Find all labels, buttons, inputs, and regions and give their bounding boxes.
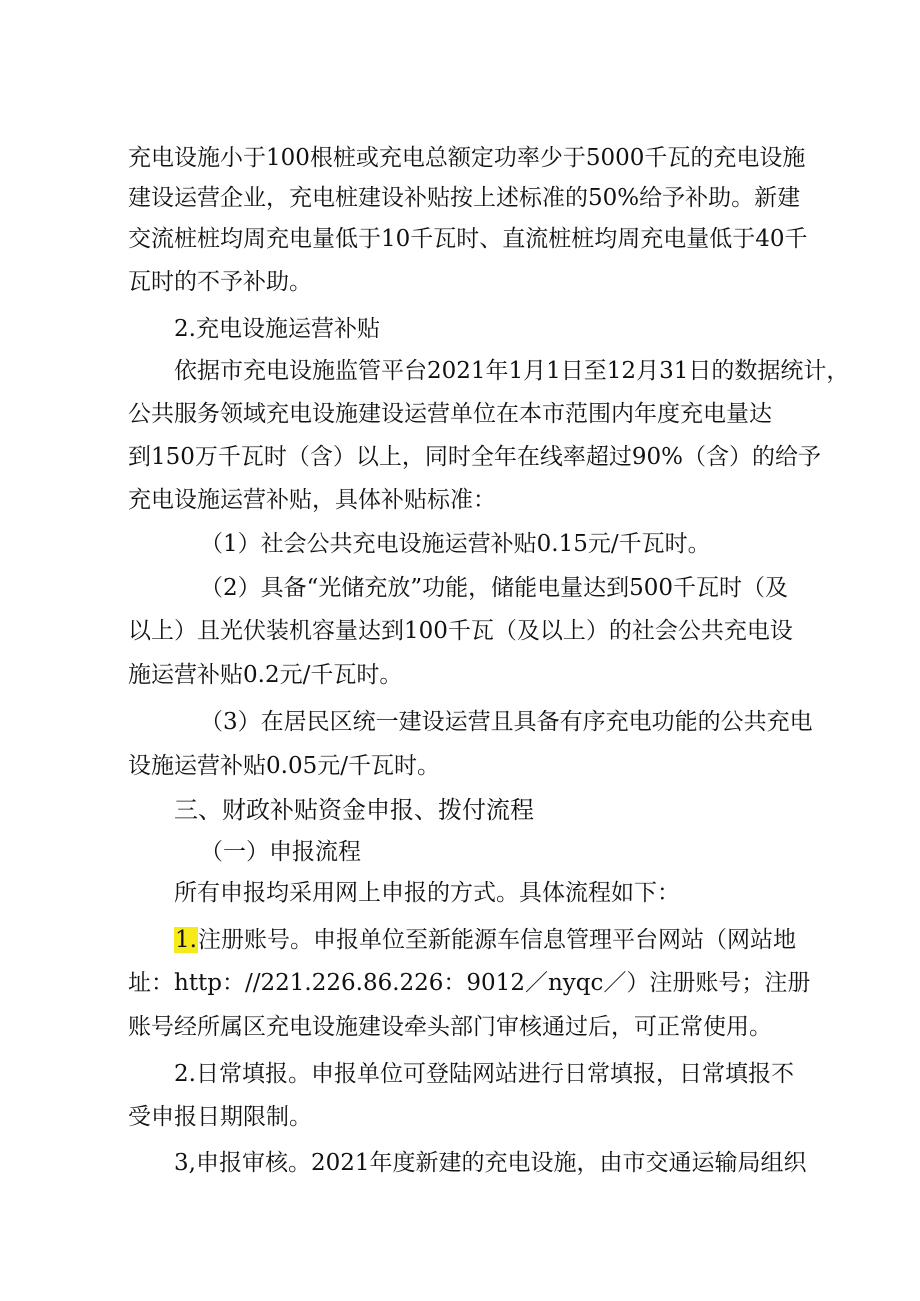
list-item: （1）社会公共充电设施运营补贴0.15元/千瓦时。 <box>200 531 711 557</box>
highlighted-step-number: 1. <box>175 927 197 953</box>
paragraph-line: 瓦时的不予补助。 <box>128 269 312 295</box>
list-item-continuation: 施运营补贴0.2元/千瓦时。 <box>128 662 403 688</box>
step-line: 3,申报审核。2021年度新建的充电设施，由市交通运输局组织 <box>174 1150 807 1176</box>
section-heading: 三、财政补贴资金申报、拨付流程 <box>174 796 534 824</box>
paragraph-line: 所有申报均采用网上申报的方式。具体流程如下： <box>174 880 680 906</box>
paragraph-line: 充电设施小于100根桩或充电总额定功率少于5000千瓦的充电设施 <box>128 145 806 171</box>
paragraph-line: 到150万千瓦时（含）以上，同时全年在线率超过90%（含）的给予 <box>128 444 822 470</box>
list-item: （2）具备“光储充放”功能，储能电量达到500千瓦时（及 <box>200 575 789 601</box>
step-line: 受申报日期限制。 <box>128 1104 312 1130</box>
step-line: 账号经所属区充电设施建设牵头部门审核通过后，可正常使用。 <box>128 1014 772 1040</box>
step-line: 2.日常填报。申报单位可登陆网站进行日常填报，日常填报不 <box>174 1061 794 1087</box>
subsection-title: 2.充电设施运营补贴 <box>174 316 380 342</box>
paragraph-line: 交流桩桩均周充电量低于10千瓦时、直流桩桩均周充电量低于40千 <box>128 226 808 252</box>
paragraph-line: 充电设施运营补贴，具体补贴标准： <box>128 487 496 513</box>
step-text: 注册账号。申报单位至新能源车信息管理平台网站（网站地 <box>197 927 796 953</box>
paragraph-line: 公共服务领域充电设施建设运营单位在本市范围内年度充电量达 <box>128 401 772 427</box>
list-item-continuation: 以上）且光伏装机容量达到100千瓦（及以上）的社会公共充电设 <box>128 618 793 644</box>
paragraph-line: 建设运营企业，充电桩建设补贴按上述标准的50%给予补助。新建 <box>128 185 801 211</box>
list-item-continuation: 设施运营补贴0.05元/千瓦时。 <box>128 753 440 779</box>
step-line: 址：http：//221.226.86.226：9012／nyqc／）注册账号；注册 <box>128 970 811 996</box>
subsection-title: （一）申报流程 <box>200 839 361 865</box>
paragraph-line: 依据市充电设施监管平台2021年1月1日至12月31日的数据统计， <box>174 358 850 384</box>
step-line <box>174 920 888 960</box>
list-item: （3）在居民区统一建设运营且具备有序充电功能的公共充电 <box>200 709 813 735</box>
